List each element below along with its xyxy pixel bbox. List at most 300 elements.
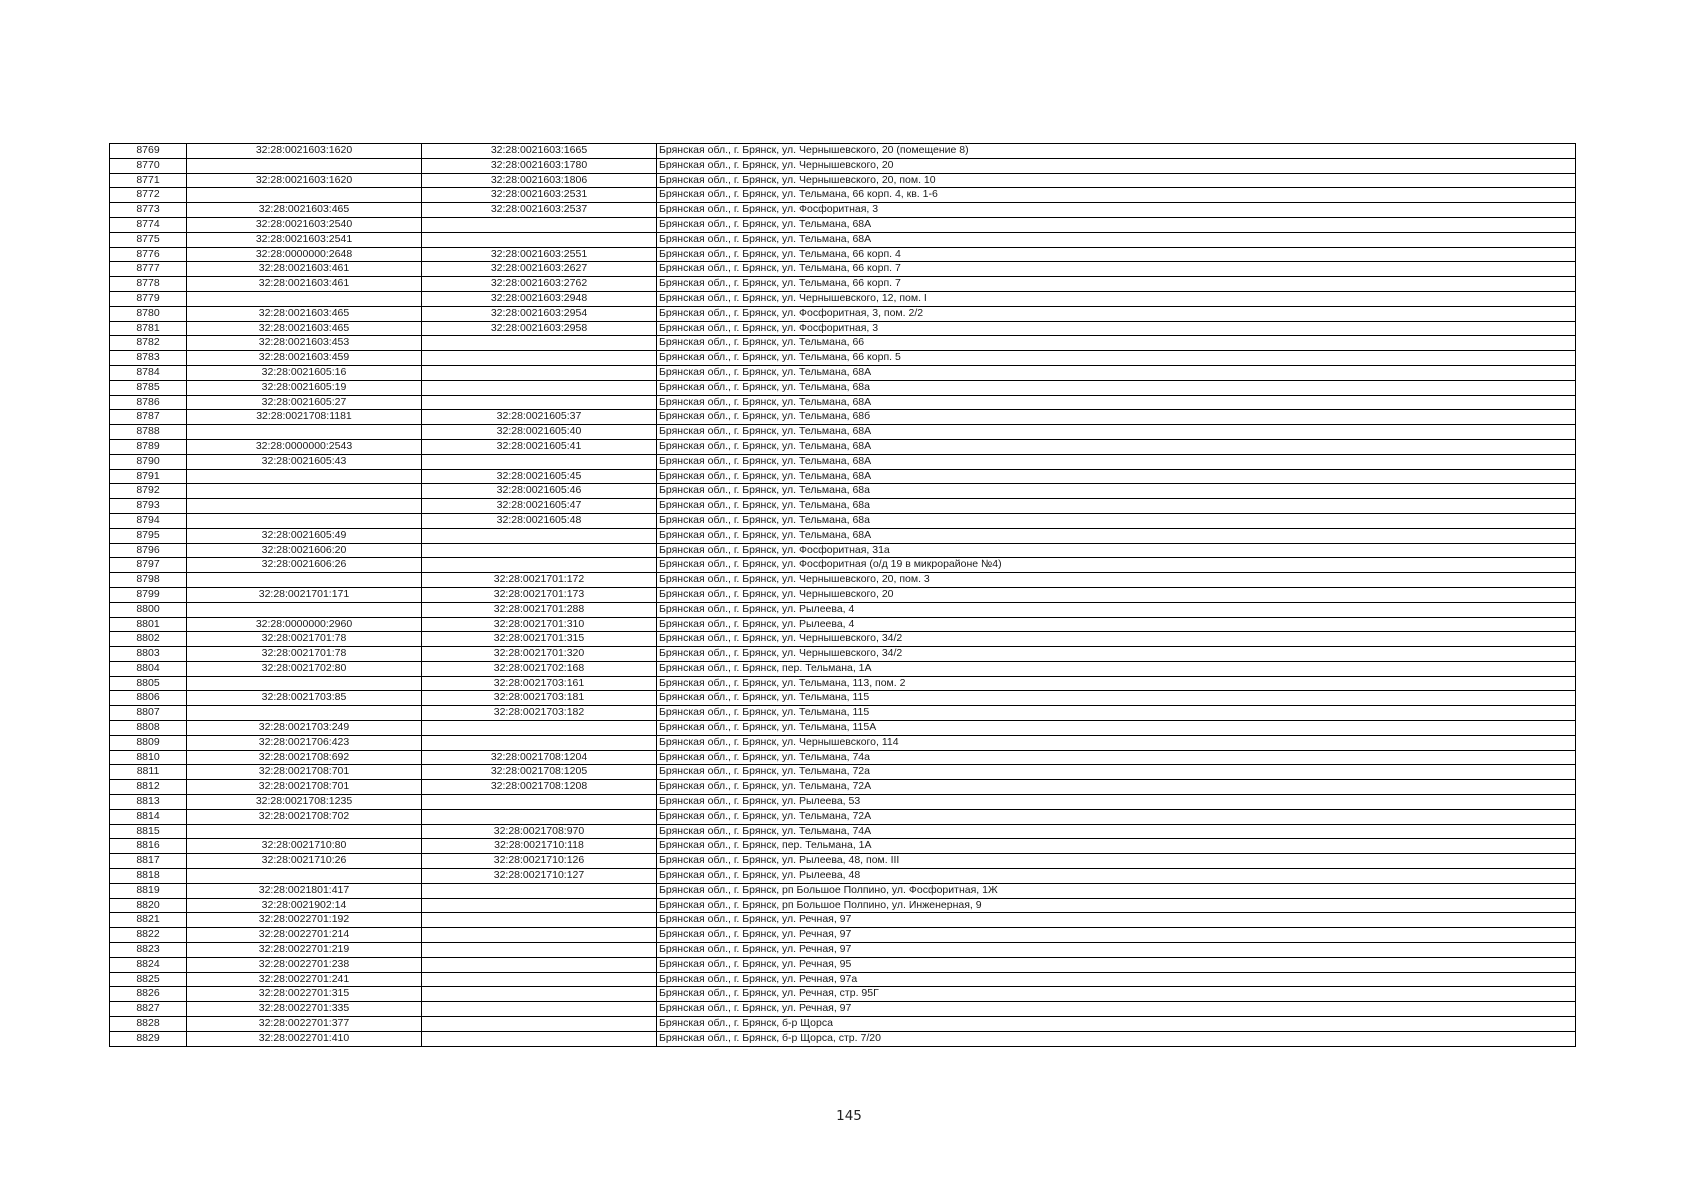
address-cell: Брянская обл., г. Брянск, ул. Тельмана, 68А — [657, 439, 1576, 454]
row-number-cell: 8780 — [110, 306, 187, 321]
cadastral-number-cell: 32:28:0021603:461 — [187, 277, 422, 292]
row-number-cell: 8809 — [110, 735, 187, 750]
table-row — [110, 647, 1576, 662]
address-cell: Брянская обл., г. Брянск, ул. Тельмана, 68А — [657, 365, 1576, 380]
cadastral-number-cell: 32:28:0021902:14 — [187, 898, 422, 913]
object-cadastral-number-cell — [422, 217, 657, 232]
row-number-cell: 8827 — [110, 1002, 187, 1017]
table-row — [110, 824, 1576, 839]
object-cadastral-number-cell: 32:28:0021703:181 — [422, 691, 657, 706]
cadastral-number-cell — [187, 676, 422, 691]
table-row — [110, 795, 1576, 810]
cadastral-number-cell: 32:28:0021603:459 — [187, 351, 422, 366]
cadastral-number-cell: 32:28:0021603:453 — [187, 336, 422, 351]
row-number-cell: 8822 — [110, 928, 187, 943]
table-row — [110, 943, 1576, 958]
cadastral-number-cell: 32:28:0022701:335 — [187, 1002, 422, 1017]
row-number-cell: 8784 — [110, 365, 187, 380]
address-cell: Брянская обл., г. Брянск, ул. Рылеева, 4 — [657, 602, 1576, 617]
address-cell: Брянская обл., г. Брянск, ул. Тельмана, 74А — [657, 824, 1576, 839]
cadastral-number-cell: 32:28:0021603:465 — [187, 203, 422, 218]
row-number-cell: 8815 — [110, 824, 187, 839]
cadastral-number-cell: 32:28:0021605:43 — [187, 454, 422, 469]
address-cell: Брянская обл., г. Брянск, ул. Тельмана, 66 корп. 5 — [657, 351, 1576, 366]
row-number-cell: 8800 — [110, 602, 187, 617]
cadastral-number-cell — [187, 869, 422, 884]
cadastral-number-cell: 32:28:0021710:80 — [187, 839, 422, 854]
table-row — [110, 454, 1576, 469]
row-number-cell: 8791 — [110, 469, 187, 484]
table-row — [110, 425, 1576, 440]
row-number-cell: 8774 — [110, 217, 187, 232]
cadastral-number-cell: 32:28:0021801:417 — [187, 883, 422, 898]
table-row — [110, 469, 1576, 484]
cadastral-number-cell: 32:28:0021701:171 — [187, 587, 422, 602]
cadastral-number-cell: 32:28:0022701:410 — [187, 1031, 422, 1046]
table-row — [110, 780, 1576, 795]
table-row — [110, 957, 1576, 972]
row-number-cell: 8787 — [110, 410, 187, 425]
table-row — [110, 247, 1576, 262]
cadastral-number-cell: 32:28:0021603:461 — [187, 262, 422, 277]
address-cell: Брянская обл., г. Брянск, ул. Тельмана, 68А — [657, 425, 1576, 440]
object-cadastral-number-cell: 32:28:0021605:46 — [422, 484, 657, 499]
object-cadastral-number-cell — [422, 558, 657, 573]
address-cell: Брянская обл., г. Брянск, ул. Тельмана, 68а — [657, 484, 1576, 499]
address-cell: Брянская обл., г. Брянск, ул. Тельмана, 66 корп. 4, кв. 1-6 — [657, 188, 1576, 203]
table-row — [110, 750, 1576, 765]
row-number-cell: 8820 — [110, 898, 187, 913]
table-row — [110, 321, 1576, 336]
address-cell: Брянская обл., г. Брянск, ул. Чернышевского, 12, пом. I — [657, 291, 1576, 306]
address-cell: Брянская обл., г. Брянск, ул. Рылеева, 48, пом. III — [657, 854, 1576, 869]
object-cadastral-number-cell — [422, 735, 657, 750]
object-cadastral-number-cell: 32:28:0021603:2958 — [422, 321, 657, 336]
table-row — [110, 217, 1576, 232]
object-cadastral-number-cell — [422, 721, 657, 736]
table-row — [110, 410, 1576, 425]
table-row — [110, 661, 1576, 676]
table-row — [110, 839, 1576, 854]
address-cell: Брянская обл., г. Брянск, пер. Тельмана, 1А — [657, 839, 1576, 854]
address-cell: Брянская обл., г. Брянск, ул. Речная, 97 — [657, 943, 1576, 958]
table-row — [110, 1017, 1576, 1032]
address-cell: Брянская обл., г. Брянск, ул. Тельмана, 66 — [657, 336, 1576, 351]
row-number-cell: 8777 — [110, 262, 187, 277]
table-row — [110, 513, 1576, 528]
table-row — [110, 528, 1576, 543]
cadastral-number-cell — [187, 499, 422, 514]
object-cadastral-number-cell — [422, 454, 657, 469]
table-row — [110, 188, 1576, 203]
object-cadastral-number-cell — [422, 987, 657, 1002]
row-number-cell: 8828 — [110, 1017, 187, 1032]
table-row — [110, 1031, 1576, 1046]
cadastral-number-cell: 32:28:0021603:2541 — [187, 232, 422, 247]
cadastral-number-cell: 32:28:0021706:423 — [187, 735, 422, 750]
table-row — [110, 602, 1576, 617]
table-row — [110, 158, 1576, 173]
address-cell: Брянская обл., г. Брянск, ул. Тельмана, 115А — [657, 721, 1576, 736]
object-cadastral-number-cell: 32:28:0021708:970 — [422, 824, 657, 839]
address-cell: Брянская обл., г. Брянск, ул. Речная, 97 — [657, 1002, 1576, 1017]
cadastral-number-cell: 32:28:0021708:701 — [187, 765, 422, 780]
cadastral-number-cell: 32:28:0021701:78 — [187, 647, 422, 662]
cadastral-number-cell: 32:28:0021605:16 — [187, 365, 422, 380]
row-number-cell: 8804 — [110, 661, 187, 676]
object-cadastral-number-cell: 32:28:0021603:2531 — [422, 188, 657, 203]
table-row — [110, 365, 1576, 380]
object-cadastral-number-cell: 32:28:0021605:37 — [422, 410, 657, 425]
object-cadastral-number-cell — [422, 336, 657, 351]
cadastral-number-cell: 32:28:0022701:238 — [187, 957, 422, 972]
address-cell: Брянская обл., г. Брянск, ул. Тельмана, 68а — [657, 380, 1576, 395]
cadastral-number-cell: 32:28:0000000:2648 — [187, 247, 422, 262]
cadastral-number-cell: 32:28:0021603:1620 — [187, 173, 422, 188]
cadastral-number-cell: 32:28:0021702:80 — [187, 661, 422, 676]
address-cell: Брянская обл., г. Брянск, ул. Тельмана, 68А — [657, 454, 1576, 469]
address-cell: Брянская обл., г. Брянск, ул. Тельмана, 66 корп. 4 — [657, 247, 1576, 262]
table-row — [110, 883, 1576, 898]
cadastral-number-cell — [187, 573, 422, 588]
cadastral-number-cell: 32:28:0022701:315 — [187, 987, 422, 1002]
table-row — [110, 351, 1576, 366]
row-number-cell: 8814 — [110, 809, 187, 824]
table-row — [110, 291, 1576, 306]
cadastral-number-cell: 32:28:0021708:1235 — [187, 795, 422, 810]
address-cell: Брянская обл., г. Брянск, ул. Тельмана, 66 корп. 7 — [657, 277, 1576, 292]
cadastral-number-cell: 32:28:0000000:2960 — [187, 617, 422, 632]
row-number-cell: 8792 — [110, 484, 187, 499]
address-cell: Брянская обл., г. Брянск, ул. Тельмана, 68А — [657, 528, 1576, 543]
row-number-cell: 8811 — [110, 765, 187, 780]
table-row — [110, 484, 1576, 499]
cadastral-number-cell: 32:28:0021606:20 — [187, 543, 422, 558]
cadastral-number-cell — [187, 425, 422, 440]
address-cell: Брянская обл., г. Брянск, ул. Чернышевского, 20 (помещение 8) — [657, 144, 1576, 159]
row-number-cell: 8810 — [110, 750, 187, 765]
address-cell: Брянская обл., г. Брянск, ул. Тельмана, 74а — [657, 750, 1576, 765]
table-row — [110, 543, 1576, 558]
address-cell: Брянская обл., г. Брянск, пер. Тельмана, 1А — [657, 661, 1576, 676]
object-cadastral-number-cell: 32:28:0021710:126 — [422, 854, 657, 869]
row-number-cell: 8781 — [110, 321, 187, 336]
row-number-cell: 8782 — [110, 336, 187, 351]
address-cell: Брянская обл., г. Брянск, б-р Щорса, стр. 7/20 — [657, 1031, 1576, 1046]
object-cadastral-number-cell: 32:28:0021603:2537 — [422, 203, 657, 218]
row-number-cell: 8786 — [110, 395, 187, 410]
address-cell: Брянская обл., г. Брянск, ул. Тельмана, 68А — [657, 232, 1576, 247]
row-number-cell: 8771 — [110, 173, 187, 188]
table-row — [110, 765, 1576, 780]
row-number-cell: 8794 — [110, 513, 187, 528]
table-row — [110, 587, 1576, 602]
object-cadastral-number-cell — [422, 809, 657, 824]
table-row — [110, 987, 1576, 1002]
object-cadastral-number-cell: 32:28:0021701:320 — [422, 647, 657, 662]
object-cadastral-number-cell: 32:28:0021701:310 — [422, 617, 657, 632]
cadastral-number-cell — [187, 824, 422, 839]
object-cadastral-number-cell — [422, 528, 657, 543]
object-cadastral-number-cell: 32:28:0021603:2627 — [422, 262, 657, 277]
cadastral-table — [109, 143, 1576, 1047]
row-number-cell: 8829 — [110, 1031, 187, 1046]
table-row — [110, 972, 1576, 987]
cadastral-number-cell: 32:28:0021703:85 — [187, 691, 422, 706]
cadastral-number-cell: 32:28:0021703:249 — [187, 721, 422, 736]
object-cadastral-number-cell: 32:28:0021605:45 — [422, 469, 657, 484]
object-cadastral-number-cell: 32:28:0021701:315 — [422, 632, 657, 647]
address-cell: Брянская обл., г. Брянск, ул. Тельмана, 72А — [657, 809, 1576, 824]
cadastral-number-cell — [187, 706, 422, 721]
address-cell: Брянская обл., г. Брянск, ул. Чернышевского, 114 — [657, 735, 1576, 750]
row-number-cell: 8797 — [110, 558, 187, 573]
cadastral-number-cell — [187, 513, 422, 528]
row-number-cell: 8775 — [110, 232, 187, 247]
object-cadastral-number-cell: 32:28:0021708:1204 — [422, 750, 657, 765]
address-cell: Брянская обл., г. Брянск, ул. Фосфоритная, 3, пом. 2/2 — [657, 306, 1576, 321]
object-cadastral-number-cell — [422, 898, 657, 913]
row-number-cell: 8818 — [110, 869, 187, 884]
table-row — [110, 854, 1576, 869]
address-cell: Брянская обл., г. Брянск, ул. Фосфоритная, 3 — [657, 203, 1576, 218]
table-row — [110, 144, 1576, 159]
object-cadastral-number-cell — [422, 365, 657, 380]
address-cell: Брянская обл., г. Брянск, б-р Щорса — [657, 1017, 1576, 1032]
address-cell: Брянская обл., г. Брянск, ул. Фосфоритная, 3 — [657, 321, 1576, 336]
object-cadastral-number-cell: 32:28:0021603:1665 — [422, 144, 657, 159]
table-row — [110, 499, 1576, 514]
address-cell: Брянская обл., г. Брянск, ул. Речная, 97 — [657, 913, 1576, 928]
address-cell: Брянская обл., г. Брянск, рп Большое Полпино, ул. Инженерная, 9 — [657, 898, 1576, 913]
row-number-cell: 8789 — [110, 439, 187, 454]
address-cell: Брянская обл., г. Брянск, ул. Тельмана, 66 корп. 7 — [657, 262, 1576, 277]
object-cadastral-number-cell: 32:28:0021710:127 — [422, 869, 657, 884]
object-cadastral-number-cell — [422, 543, 657, 558]
address-cell: Брянская обл., г. Брянск, ул. Речная, стр. 95Г — [657, 987, 1576, 1002]
cadastral-number-cell: 32:28:0021606:26 — [187, 558, 422, 573]
row-number-cell: 8805 — [110, 676, 187, 691]
object-cadastral-number-cell: 32:28:0021605:47 — [422, 499, 657, 514]
cadastral-number-cell: 32:28:0022701:241 — [187, 972, 422, 987]
cadastral-number-cell — [187, 188, 422, 203]
address-cell: Брянская обл., г. Брянск, ул. Фосфоритная, 31а — [657, 543, 1576, 558]
object-cadastral-number-cell: 32:28:0021710:118 — [422, 839, 657, 854]
row-number-cell: 8799 — [110, 587, 187, 602]
row-number-cell: 8816 — [110, 839, 187, 854]
cadastral-number-cell: 32:28:0021708:1181 — [187, 410, 422, 425]
cadastral-number-cell: 32:28:0021710:26 — [187, 854, 422, 869]
table-row — [110, 617, 1576, 632]
table-row — [110, 735, 1576, 750]
address-cell: Брянская обл., г. Брянск, ул. Чернышевского, 34/2 — [657, 632, 1576, 647]
object-cadastral-number-cell: 32:28:0021702:168 — [422, 661, 657, 676]
row-number-cell: 8770 — [110, 158, 187, 173]
row-number-cell: 8808 — [110, 721, 187, 736]
row-number-cell: 8807 — [110, 706, 187, 721]
object-cadastral-number-cell: 32:28:0021603:2948 — [422, 291, 657, 306]
table-row — [110, 898, 1576, 913]
object-cadastral-number-cell: 32:28:0021603:2551 — [422, 247, 657, 262]
row-number-cell: 8801 — [110, 617, 187, 632]
row-number-cell: 8817 — [110, 854, 187, 869]
address-cell: Брянская обл., г. Брянск, ул. Тельмана, 68а — [657, 499, 1576, 514]
address-cell: Брянская обл., г. Брянск, ул. Тельмана, 68а — [657, 513, 1576, 528]
row-number-cell: 8796 — [110, 543, 187, 558]
row-number-cell: 8825 — [110, 972, 187, 987]
cadastral-number-cell: 32:28:0021603:2540 — [187, 217, 422, 232]
cadastral-number-cell: 32:28:0022701:192 — [187, 913, 422, 928]
cadastral-number-cell: 32:28:0021603:1620 — [187, 144, 422, 159]
cadastral-number-cell: 32:28:0021605:19 — [187, 380, 422, 395]
row-number-cell: 8821 — [110, 913, 187, 928]
cadastral-number-cell: 32:28:0021708:702 — [187, 809, 422, 824]
row-number-cell: 8795 — [110, 528, 187, 543]
cadastral-number-cell: 32:28:0022701:214 — [187, 928, 422, 943]
cadastral-table-body — [110, 144, 1576, 1047]
address-cell: Брянская обл., г. Брянск, ул. Речная, 97а — [657, 972, 1576, 987]
table-row — [110, 913, 1576, 928]
object-cadastral-number-cell — [422, 1017, 657, 1032]
object-cadastral-number-cell — [422, 943, 657, 958]
table-row — [110, 573, 1576, 588]
table-row — [110, 706, 1576, 721]
object-cadastral-number-cell: 32:28:0021703:161 — [422, 676, 657, 691]
cadastral-number-cell — [187, 158, 422, 173]
address-cell: Брянская обл., г. Брянск, ул. Рылеева, 4 — [657, 617, 1576, 632]
table-row — [110, 1002, 1576, 1017]
object-cadastral-number-cell — [422, 232, 657, 247]
row-number-cell: 8826 — [110, 987, 187, 1002]
table-row — [110, 691, 1576, 706]
object-cadastral-number-cell — [422, 1031, 657, 1046]
cadastral-number-cell: 32:28:0021708:701 — [187, 780, 422, 795]
address-cell: Брянская обл., г. Брянск, ул. Речная, 97 — [657, 928, 1576, 943]
address-cell: Брянская обл., г. Брянск, ул. Речная, 95 — [657, 957, 1576, 972]
object-cadastral-number-cell — [422, 795, 657, 810]
object-cadastral-number-cell — [422, 883, 657, 898]
address-cell: Брянская обл., г. Брянск, ул. Тельмана, 68А — [657, 395, 1576, 410]
cadastral-number-cell: 32:28:0022701:219 — [187, 943, 422, 958]
object-cadastral-number-cell: 32:28:0021703:182 — [422, 706, 657, 721]
table-row — [110, 869, 1576, 884]
cadastral-number-cell: 32:28:0021605:49 — [187, 528, 422, 543]
address-cell: Брянская обл., г. Брянск, ул. Фосфоритная (о/д 19 в микрорайоне №4) — [657, 558, 1576, 573]
object-cadastral-number-cell — [422, 972, 657, 987]
row-number-cell: 8824 — [110, 957, 187, 972]
address-cell: Брянская обл., г. Брянск, ул. Чернышевского, 20 — [657, 587, 1576, 602]
table-row — [110, 721, 1576, 736]
address-cell: Брянская обл., г. Брянск, ул. Чернышевского, 20, пом. 10 — [657, 173, 1576, 188]
cadastral-number-cell — [187, 602, 422, 617]
address-cell: Брянская обл., г. Брянск, рп Большое Полпино, ул. Фосфоритная, 1Ж — [657, 883, 1576, 898]
address-cell: Брянская обл., г. Брянск, ул. Чернышевского, 20 — [657, 158, 1576, 173]
object-cadastral-number-cell — [422, 957, 657, 972]
object-cadastral-number-cell — [422, 928, 657, 943]
object-cadastral-number-cell: 32:28:0021701:172 — [422, 573, 657, 588]
row-number-cell: 8788 — [110, 425, 187, 440]
table-row — [110, 809, 1576, 824]
row-number-cell: 8790 — [110, 454, 187, 469]
cadastral-number-cell — [187, 484, 422, 499]
table-row — [110, 558, 1576, 573]
row-number-cell: 8778 — [110, 277, 187, 292]
cadastral-number-cell: 32:28:0000000:2543 — [187, 439, 422, 454]
row-number-cell: 8769 — [110, 144, 187, 159]
cadastral-number-cell: 32:28:0021701:78 — [187, 632, 422, 647]
address-cell: Брянская обл., г. Брянск, ул. Тельмана, 68А — [657, 217, 1576, 232]
object-cadastral-number-cell: 32:28:0021708:1205 — [422, 765, 657, 780]
cadastral-number-cell: 32:28:0022701:377 — [187, 1017, 422, 1032]
object-cadastral-number-cell: 32:28:0021708:1208 — [422, 780, 657, 795]
address-cell: Брянская обл., г. Брянск, ул. Тельмана, 72а — [657, 765, 1576, 780]
row-number-cell: 8806 — [110, 691, 187, 706]
object-cadastral-number-cell: 32:28:0021605:40 — [422, 425, 657, 440]
table-row — [110, 395, 1576, 410]
address-cell: Брянская обл., г. Брянск, ул. Тельмана, 72А — [657, 780, 1576, 795]
object-cadastral-number-cell: 32:28:0021701:288 — [422, 602, 657, 617]
address-cell: Брянская обл., г. Брянск, ул. Тельмана, 115 — [657, 706, 1576, 721]
row-number-cell: 8783 — [110, 351, 187, 366]
row-number-cell: 8813 — [110, 795, 187, 810]
object-cadastral-number-cell — [422, 913, 657, 928]
object-cadastral-number-cell: 32:28:0021701:173 — [422, 587, 657, 602]
object-cadastral-number-cell: 32:28:0021603:1780 — [422, 158, 657, 173]
row-number-cell: 8802 — [110, 632, 187, 647]
row-number-cell: 8773 — [110, 203, 187, 218]
table-row — [110, 632, 1576, 647]
table-row — [110, 232, 1576, 247]
address-cell: Брянская обл., г. Брянск, ул. Тельмана, 68А — [657, 469, 1576, 484]
table-row — [110, 928, 1576, 943]
address-cell: Брянская обл., г. Брянск, ул. Рылеева, 48 — [657, 869, 1576, 884]
table-row — [110, 336, 1576, 351]
object-cadastral-number-cell — [422, 1002, 657, 1017]
object-cadastral-number-cell — [422, 351, 657, 366]
object-cadastral-number-cell — [422, 395, 657, 410]
cadastral-number-cell: 32:28:0021603:465 — [187, 321, 422, 336]
address-cell: Брянская обл., г. Брянск, ул. Рылеева, 53 — [657, 795, 1576, 810]
page-number: 145 — [836, 1108, 862, 1124]
table-row — [110, 676, 1576, 691]
row-number-cell: 8803 — [110, 647, 187, 662]
cadastral-number-cell — [187, 469, 422, 484]
address-cell: Брянская обл., г. Брянск, ул. Чернышевского, 34/2 — [657, 647, 1576, 662]
row-number-cell: 8785 — [110, 380, 187, 395]
address-cell: Брянская обл., г. Брянск, ул. Тельмана, 68б — [657, 410, 1576, 425]
row-number-cell: 8798 — [110, 573, 187, 588]
object-cadastral-number-cell: 32:28:0021603:2954 — [422, 306, 657, 321]
table-row — [110, 277, 1576, 292]
cadastral-number-cell: 32:28:0021603:465 — [187, 306, 422, 321]
cadastral-number-cell — [187, 291, 422, 306]
row-number-cell: 8793 — [110, 499, 187, 514]
address-cell: Брянская обл., г. Брянск, ул. Чернышевского, 20, пом. 3 — [657, 573, 1576, 588]
cadastral-number-cell: 32:28:0021708:692 — [187, 750, 422, 765]
table-row — [110, 173, 1576, 188]
table-row — [110, 262, 1576, 277]
table-row — [110, 380, 1576, 395]
table-row — [110, 203, 1576, 218]
object-cadastral-number-cell: 32:28:0021605:41 — [422, 439, 657, 454]
table-row — [110, 306, 1576, 321]
row-number-cell: 8776 — [110, 247, 187, 262]
address-cell: Брянская обл., г. Брянск, ул. Тельмана, 115 — [657, 691, 1576, 706]
row-number-cell: 8779 — [110, 291, 187, 306]
object-cadastral-number-cell: 32:28:0021603:1806 — [422, 173, 657, 188]
object-cadastral-number-cell: 32:28:0021605:48 — [422, 513, 657, 528]
row-number-cell: 8812 — [110, 780, 187, 795]
